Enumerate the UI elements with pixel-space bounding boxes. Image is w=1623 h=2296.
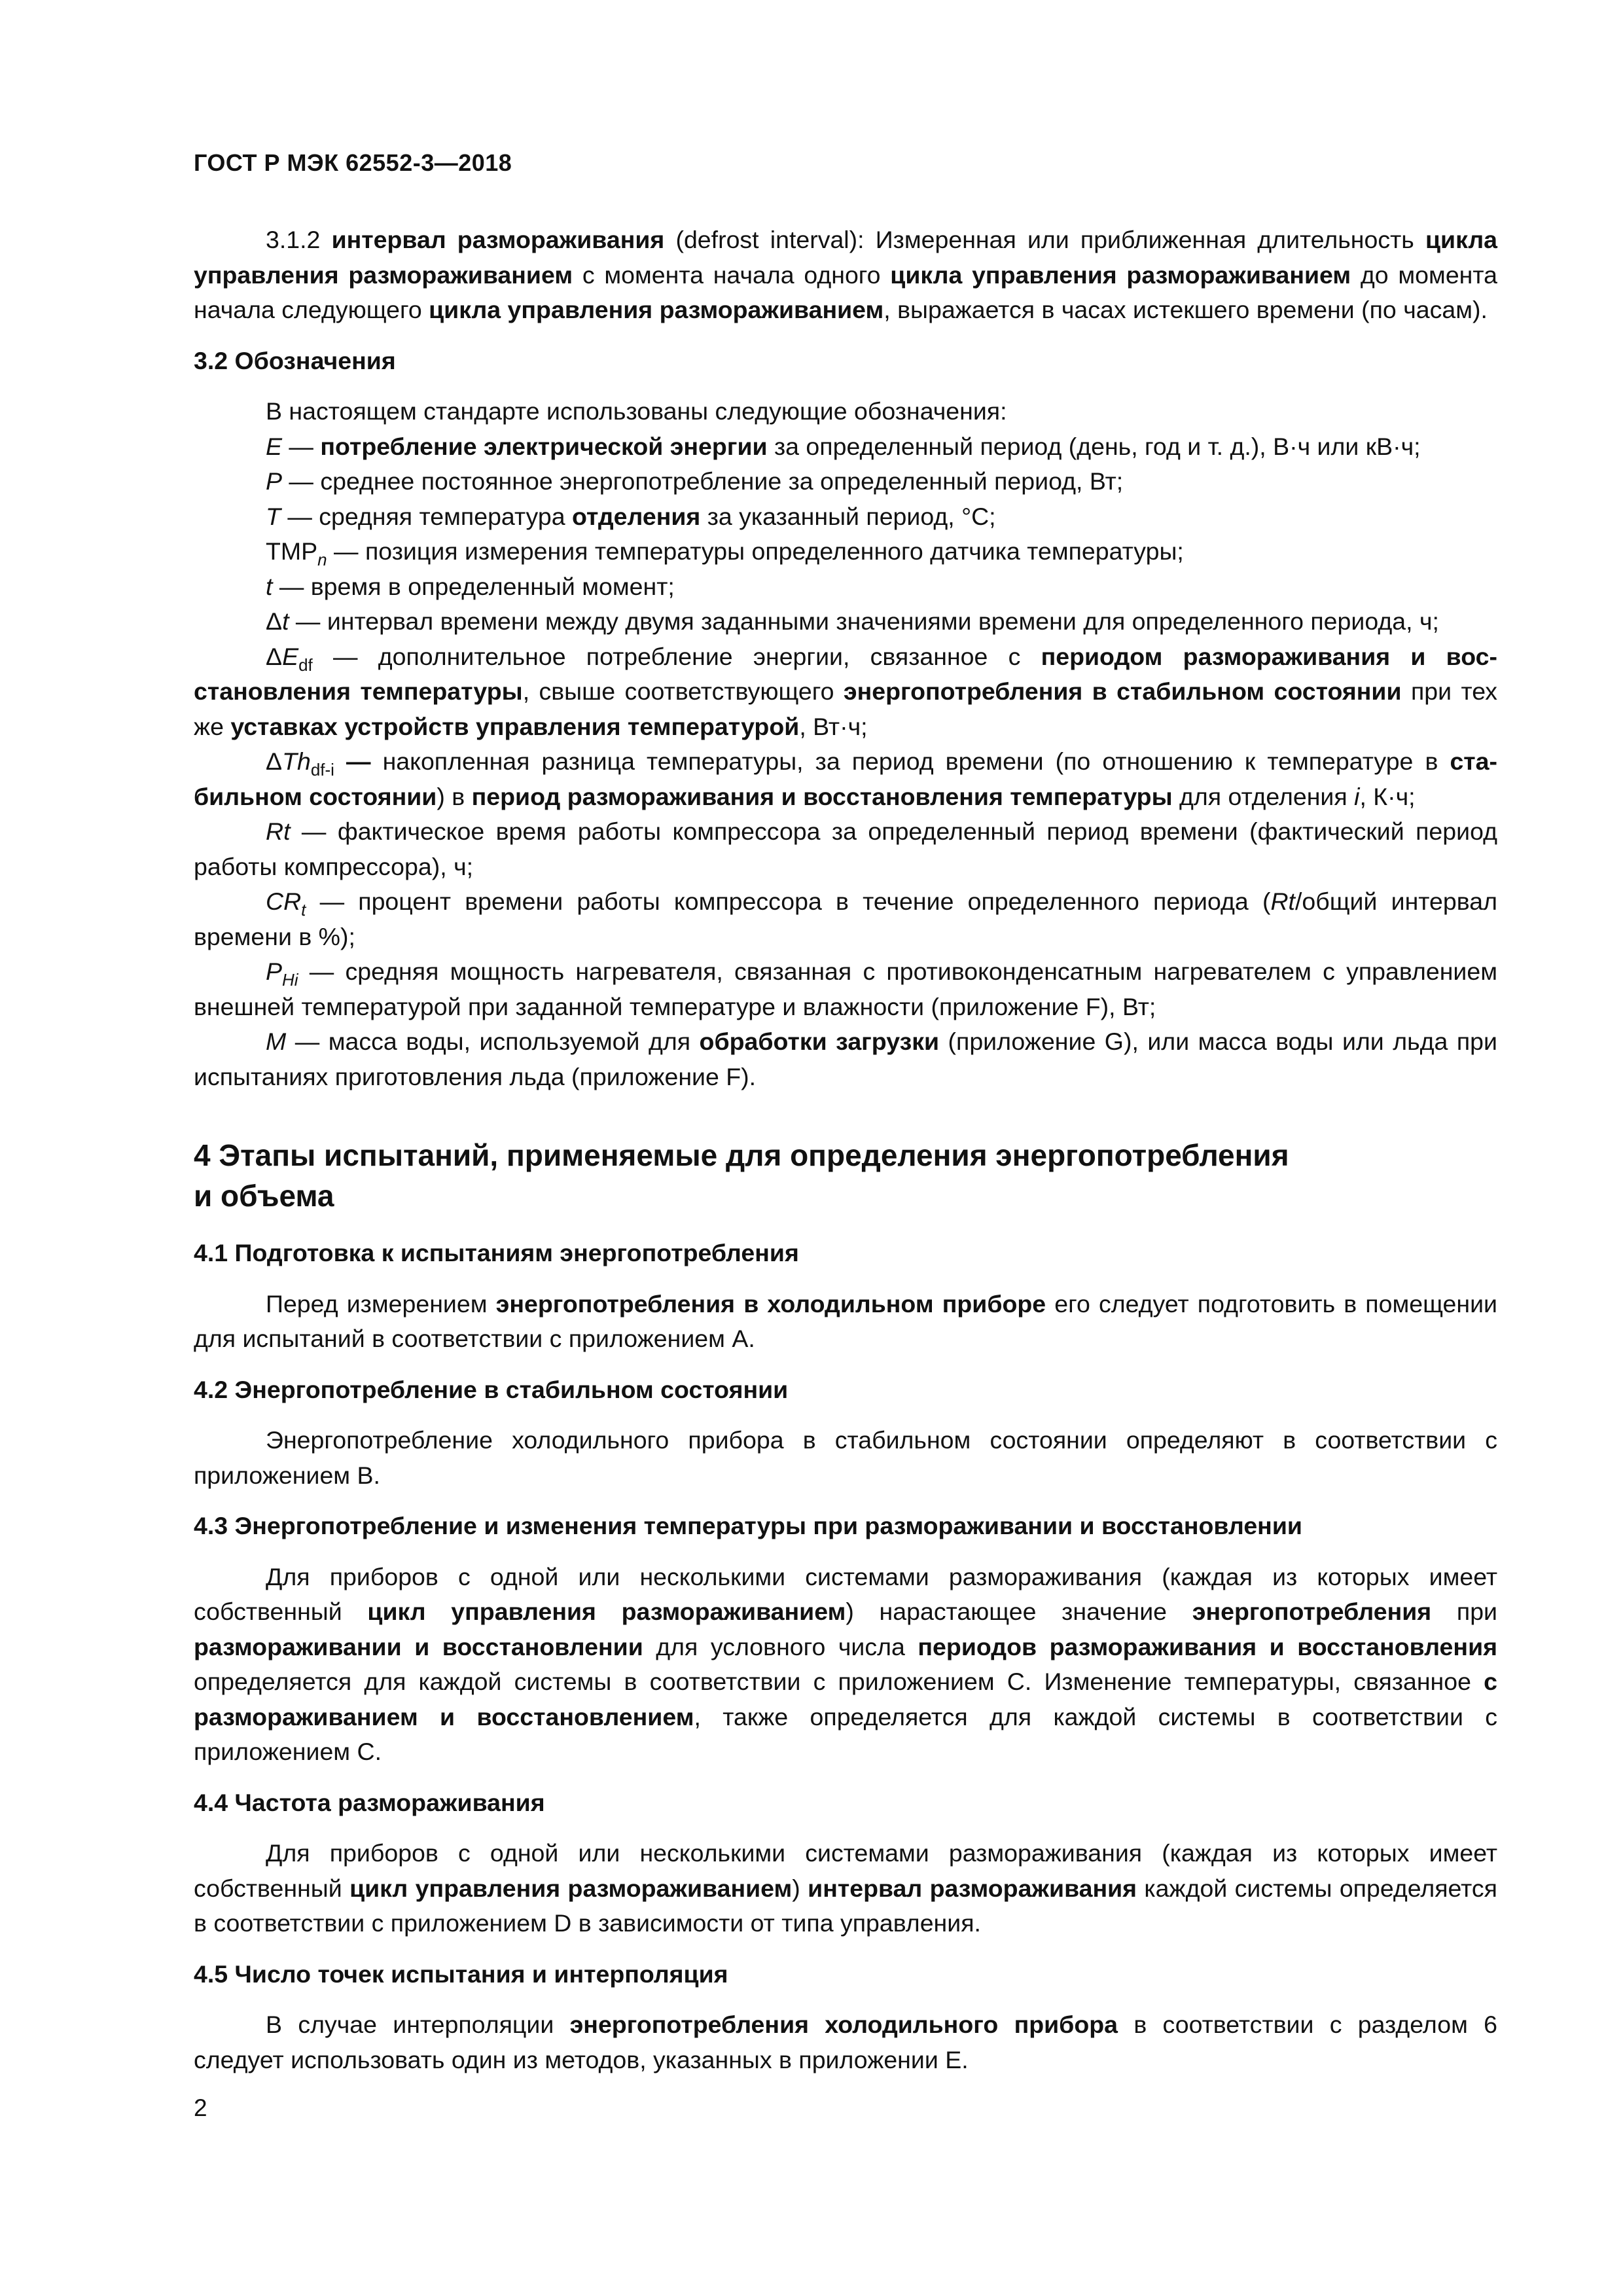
section-4-subsections — [194, 1236, 1497, 2077]
heading-3-2: 3.2 Обозначения — [194, 346, 396, 374]
bold-term: энергопотребления холодильного прибора — [569, 2011, 1118, 2038]
symbol-definition — [194, 429, 1497, 465]
subsection-heading: 4.2 Энергопотребление в стабильном состоянии — [194, 1375, 789, 1403]
bold-term: интервал размораживания — [808, 1874, 1137, 1902]
symbol-definition — [194, 464, 1497, 499]
bold-term: стабильном состоянии — [194, 747, 1498, 810]
text-run: для условного числа — [643, 1632, 918, 1660]
text-run: /общий интервал времени в %); — [194, 888, 1497, 950]
text-run: (приложение G), или масса воды или льда при испытаниях приготовления льда (приложение F). — [194, 1028, 1497, 1090]
document-body — [194, 223, 1497, 2077]
heading-4-line2: и объема — [194, 1179, 334, 1213]
text-run: его следует подготовить в помещении для испытаний в соответствии с приложением А. — [194, 1289, 1498, 1352]
text-run: — — [282, 432, 321, 460]
subsection-body — [194, 1560, 1497, 1770]
bold-term: цикла управления размораживанием — [194, 226, 1498, 289]
page-number: 2 — [194, 2094, 207, 2121]
bold-term: цикла управления размораживанием — [429, 296, 884, 323]
bold-term: обработки загрузки — [699, 1028, 940, 1055]
subsection-body — [194, 2007, 1497, 2077]
text-run: df — [298, 655, 313, 675]
bold-term: уставках устройств управления температурой — [230, 712, 800, 740]
text-run: — масса воды, используемой для — [286, 1028, 700, 1055]
text-run: ) — [792, 1874, 808, 1902]
italic-symbol: t — [282, 607, 289, 635]
subsection-body — [194, 1287, 1497, 1357]
bold-term: цикла управления размораживанием — [890, 260, 1351, 289]
bold-term: с размораживанием и восстановлением — [194, 1668, 1497, 1731]
italic-symbol: t — [301, 900, 306, 920]
subsection-heading: 4.3 Энергопотребление и изменения температуры при размораживании и восстановлении — [194, 1512, 1302, 1539]
symbol-definition — [194, 639, 1497, 745]
text-run: за определенный период (день, год и т. д.), В·ч или кВ·ч; — [767, 432, 1421, 460]
text-run: Δ — [266, 607, 283, 635]
text-run: (defrost interval): Измеренная или приближенная длительность — [664, 226, 1425, 253]
symbol-definition — [194, 1024, 1497, 1094]
text-run: — дополнительное потребление энергии, связанное с — [312, 642, 1041, 670]
text-run: ) нарастающее значение — [846, 1598, 1192, 1625]
text-run: — средняя мощность нагревателя, связанная с противоконденсатным нагревателем с управлением внешней температурой при заданной температуре и влажности (приложение F), Вт; — [194, 958, 1497, 1020]
text-run: Δ — [266, 642, 283, 670]
symbol-definition — [194, 814, 1497, 884]
bold-term: цикл управления размораживанием — [349, 1874, 793, 1902]
text-run: за указанный период, °C; — [700, 502, 996, 530]
text-run: при тех же — [194, 677, 1497, 740]
text-run: определяется для каждой системы в соответствии с приложением С. Изменение температуры, связанное — [194, 1668, 1484, 1695]
text-run: — интервал времени между двумя заданными значениями времени для определенного периода, ч; — [289, 607, 1439, 635]
text-run: Перед измерением — [266, 1289, 496, 1318]
text-run: для отделения — [1172, 782, 1355, 810]
bold-term: — — [334, 747, 383, 775]
text-run: Для приборов с одной или несколькими системами размораживания (каждая из которых имеет собственный — [194, 1562, 1497, 1625]
symbol-definition — [194, 954, 1497, 1024]
text-run: — позиция измерения температуры определенного датчика температуры; — [327, 537, 1184, 565]
bold-term: период размораживания и восстановления температуры — [471, 782, 1173, 810]
subsection-body — [194, 1423, 1497, 1493]
italic-symbol: i — [1354, 782, 1360, 810]
subsection-heading: 4.1 Подготовка к испытаниям энергопотребления — [194, 1239, 799, 1266]
symbol-definition — [194, 884, 1497, 954]
italic-symbol: t — [266, 572, 273, 600]
paragraph-3-1-2 — [194, 223, 1497, 328]
symbol-definition — [194, 534, 1497, 569]
text-run: Δ — [266, 747, 283, 775]
text-run: накопленная разница температуры, за период времени (по отношению к температуре в — [382, 747, 1450, 775]
heading-4 — [194, 1135, 1497, 1216]
text-run: каждой системы определяется в соответствии с приложением D в зависимости от типа управления. — [194, 1874, 1497, 1937]
italic-symbol: Th — [282, 747, 311, 775]
text-run: — среднее постоянное энергопотребление за определенный период, Вт; — [282, 467, 1124, 495]
bold-term: периодом размораживания и восстановления температуры — [194, 642, 1497, 705]
bold-term: отделения — [572, 502, 701, 530]
text-run: — процент времени работы компрессора в течение определенного периода ( — [306, 888, 1271, 915]
italic-symbol: Rt — [266, 817, 291, 845]
subsection-body — [194, 1836, 1497, 1941]
text-run: ) в — [437, 782, 472, 810]
bold-term: цикл управления размораживанием — [367, 1598, 846, 1625]
italic-symbol: Rt — [1270, 888, 1295, 915]
italic-symbol: E — [282, 642, 299, 670]
text-run: 3.1.2 — [266, 226, 332, 253]
symbol-definition — [194, 499, 1497, 535]
bold-term: интервал размораживания — [331, 226, 665, 253]
document-header: ГОСТ Р МЭК 62552-3—2018 — [194, 149, 512, 176]
text-run: — время в определенный момент; — [272, 572, 675, 600]
text-run: при — [1431, 1598, 1497, 1625]
subsection-heading: 4.4 Частота размораживания — [194, 1788, 545, 1816]
text-run: TMP — [266, 537, 318, 565]
bold-term: периодов размораживания и восстановления — [918, 1632, 1497, 1660]
symbols-intro: В настоящем стандарте использованы следующие обозначения: — [266, 397, 1007, 425]
bold-term: потребление электрической энергии — [320, 432, 768, 460]
italic-symbol: Hi — [282, 970, 298, 990]
subsection-heading: 4.5 Число точек испытания и интерполяция — [194, 1960, 728, 1988]
text-run: , К·ч; — [1359, 782, 1416, 810]
italic-symbol: E — [266, 432, 283, 460]
text-run: Энергопотребление холодильного прибора в стабильном состоянии определяют в соответствии с приложением В. — [194, 1426, 1497, 1489]
bold-term: энергопотребления в холодильном приборе — [495, 1289, 1046, 1318]
text-run: в соответствии с разделом 6 следует использовать один из методов, указанных в приложении Е. — [194, 2011, 1498, 2073]
text-run: В случае интерполяции — [266, 2011, 570, 2038]
heading-4-line1: 4 Этапы испытаний, применяемые для определения энергопотребления — [194, 1138, 1289, 1172]
italic-symbol: P — [266, 958, 283, 985]
symbols-list — [194, 429, 1497, 1095]
italic-symbol: M — [266, 1028, 287, 1055]
italic-symbol: T — [266, 502, 281, 530]
italic-symbol: CR — [266, 888, 302, 915]
text-run: , также определяется для каждой системы в соответствии с приложением С. — [194, 1702, 1497, 1765]
symbol-definition — [194, 569, 1497, 605]
italic-symbol: P — [266, 467, 283, 495]
bold-term: энергопотребления — [1192, 1598, 1432, 1625]
text-run: , Вт·ч; — [799, 712, 868, 740]
bold-term: размораживании и восстановлении — [194, 1632, 643, 1660]
text-run: с момента начала одного — [573, 260, 891, 289]
italic-symbol: n — [317, 550, 327, 569]
bold-term: энергопотребления в стабильном состоянии — [843, 677, 1402, 705]
text-run: до момента начала следующего — [194, 260, 1497, 323]
text-run: , свыше соответствующего — [522, 677, 844, 705]
symbol-definition — [194, 604, 1497, 639]
symbol-definition — [194, 744, 1497, 814]
text-run: df-i — [310, 760, 334, 780]
text-run: Для приборов с одной или несколькими системами размораживания (каждая из которых имеет собственный — [194, 1839, 1497, 1902]
text-run: — фактическое время работы компрессора за определенный период времени (фактический период работы компрессора), ч; — [194, 817, 1497, 880]
text-run: , выражается в часах истекшего времени (по часам). — [883, 296, 1488, 323]
text-run: — средняя температура — [280, 502, 573, 530]
